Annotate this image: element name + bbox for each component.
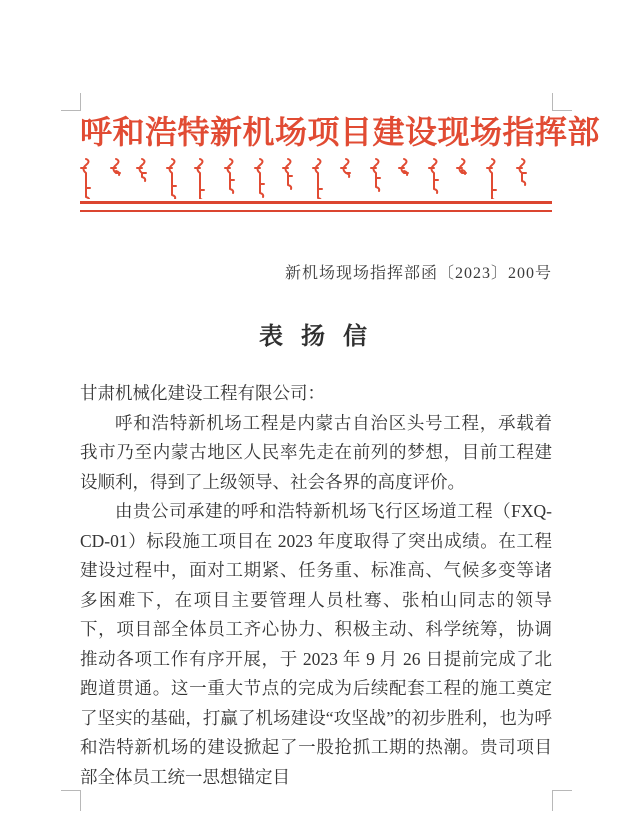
text-boundary-mark-bottom-right [552,790,572,811]
page-content [80,93,601,792]
mongolian-script-decoration [80,157,552,199]
text-boundary-mark-top-left [61,93,81,111]
text-boundary-mark-top-right [552,93,572,111]
salutation: 甘肃机械化建设工程有限公司： [80,383,325,403]
letter-body [80,379,552,792]
body-paragraph: 由贵公司承建的呼和浩特新机场飞行区场道工程（FXQ-CD-01）标段施工项目在 2023 年度取得了突出成绩。在工程建设过程中，面对工期紧、任务重、标准高、气候多变等诸多困难下，在项目主要管理人员杜骞、张柏山同志的领导下，项目部全体员工齐心协力、积极主动、科学统筹，协调推动各项工作有序开展，于 2023 年 9 月 26 日提前完成了北跑道贯通。这一重大节点的完成为后续配套工程的施工奠定了坚实的基础，打赢了机场建设“攻坚战”的初步胜利，也为呼和浩特新机场的建设掀起了一股抢抓工期的热潮。贵司项目部全体员工统一思想锚定目 [80,501,552,787]
letterhead-double-rule [80,201,552,212]
text-boundary-mark-bottom-left [61,790,81,811]
reference-number: 新机场现场指挥部函〔2023〕200号 [284,265,552,282]
letterhead-org-title: 呼和浩特新机场项目建设现场指挥部 [80,114,601,150]
body-paragraph: 呼和浩特新机场工程是内蒙古自治区头号工程，承载着我市乃至内蒙古地区人民率先走在前列的梦想，目前工程建设顺利，得到了上级领导、社会各界的高度评价。 [80,412,552,492]
letter-title: 表 扬 信 [259,324,373,350]
